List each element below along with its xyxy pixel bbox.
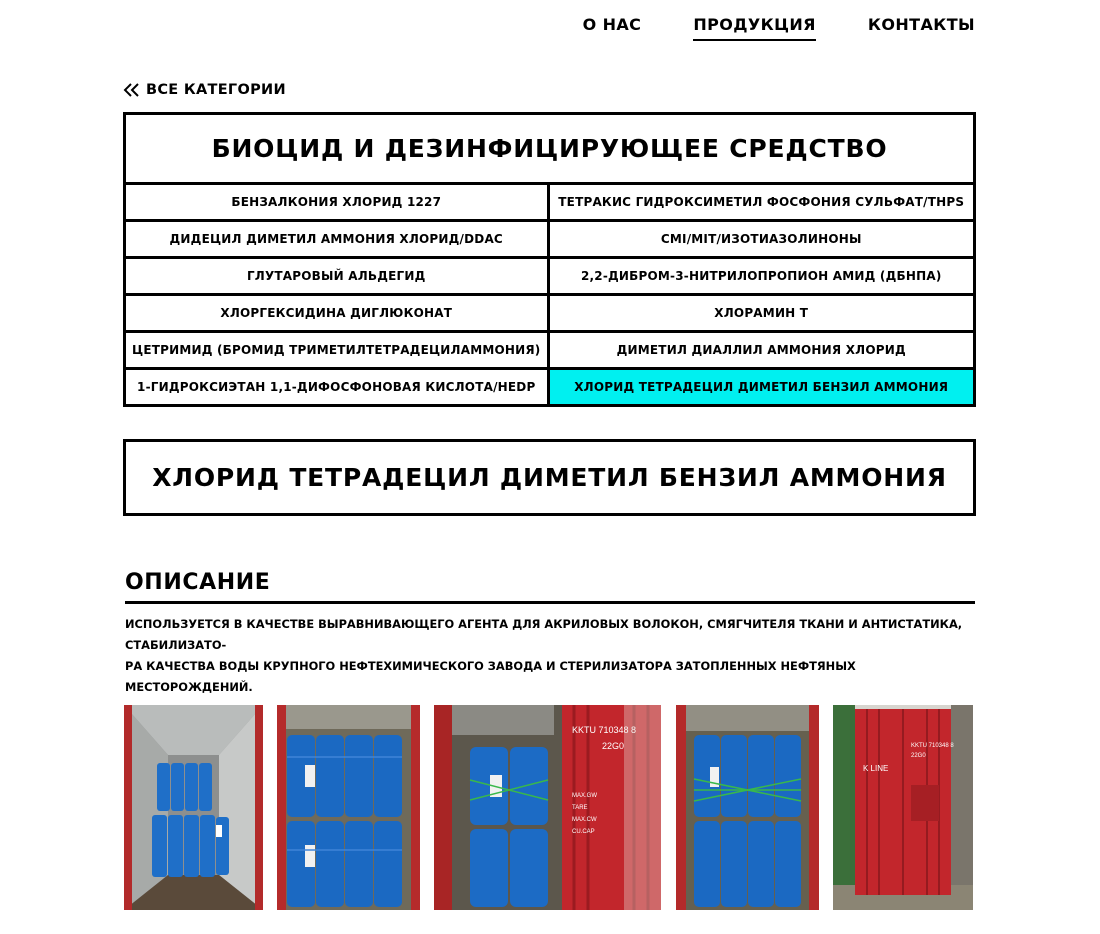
container-type-text: 22G0	[602, 741, 625, 751]
all-categories-link[interactable]	[123, 82, 286, 98]
double-chevron-left-icon	[123, 82, 141, 98]
product-photo-2[interactable]	[277, 705, 420, 910]
category-item[interactable]: 1-ГИДРОКСИЭТАН 1,1-ДИФОСФОНОВАЯ КИСЛОТА/HEDP	[126, 370, 550, 404]
description-heading: ОПИСАНИЕ	[125, 569, 975, 604]
photo-container-interior	[124, 705, 263, 910]
category-item[interactable]: ДИДЕЦИЛ ДИМЕТИЛ АММОНИЯ ХЛОРИД/DDAC	[126, 222, 550, 259]
product-photo-5[interactable]	[833, 705, 973, 910]
category-item[interactable]: ХЛОРАМИН Т	[550, 296, 974, 333]
category-grid	[126, 185, 973, 404]
photo-closed-container	[833, 705, 973, 910]
category-item[interactable]: CMI/MIT/ИЗОТИАЗОЛИНОНЫ	[550, 222, 974, 259]
photo-container-door	[434, 705, 661, 910]
container-type-text: 22G0	[911, 753, 926, 759]
description-line: ИСПОЛЬЗУЕТСЯ В КАЧЕСТВЕ ВЫРАВНИВАЮЩЕГО АГЕНТА ДЛЯ АКРИЛОВЫХ ВОЛОКОН, СМЯГЧИТЕЛЯ ТКАНИ И АНТИСТАТИКА, СТАБИЛИЗАТО-	[125, 617, 963, 652]
product-photo-3[interactable]	[434, 705, 661, 910]
category-item[interactable]: 2,2-ДИБРОМ-3-НИТРИЛОПРОПИОН АМИД (ДБНПА)	[550, 259, 974, 296]
product-photo-1[interactable]	[124, 705, 263, 910]
description-text	[125, 614, 977, 698]
container-label-text: TARE	[572, 805, 588, 811]
photo-barrels-strapped	[676, 705, 819, 910]
container-code-text: KKTU 710348 8	[911, 743, 954, 749]
all-categories-label: ВСЕ КАТЕГОРИИ	[146, 82, 286, 98]
category-item[interactable]: ГЛУТАРОВЫЙ АЛЬДЕГИД	[126, 259, 550, 296]
product-photo-4[interactable]	[676, 705, 819, 910]
category-title: БИОЦИД И ДЕЗИНФИЦИРУЮЩЕЕ СРЕДСТВО	[126, 115, 973, 185]
container-code-text: KKTU 710348 8	[572, 725, 637, 735]
product-title: ХЛОРИД ТЕТРАДЕЦИЛ ДИМЕТИЛ БЕНЗИЛ АММОНИЯ	[123, 439, 976, 516]
top-nav	[531, 14, 975, 41]
container-brand-text: K LINE	[863, 764, 889, 773]
category-item-active[interactable]: ХЛОРИД ТЕТРАДЕЦИЛ ДИМЕТИЛ БЕНЗИЛ АММОНИЯ	[550, 370, 974, 404]
category-item[interactable]: ЦЕТРИМИД (БРОМИД ТРИМЕТИЛТЕТРАДЕЦИЛАММОНИЯ)	[126, 333, 550, 370]
nav-contacts[interactable]: КОНТАКТЫ	[867, 15, 975, 34]
category-item[interactable]: ТЕТРАКИС ГИДРОКСИМЕТИЛ ФОСФОНИЯ СУЛЬФАТ/THPS	[550, 185, 974, 222]
photo-barrels-closeup	[277, 705, 420, 910]
container-label-text: MAX.GW	[572, 793, 597, 799]
container-label-text: CU.CAP	[572, 829, 595, 835]
category-item[interactable]: БЕНЗАЛКОНИЯ ХЛОРИД 1227	[126, 185, 550, 222]
category-item[interactable]: ХЛОРГЕКСИДИНА ДИГЛЮКОНАТ	[126, 296, 550, 333]
category-table	[123, 112, 976, 407]
nav-products[interactable]: ПРОДУКЦИЯ	[693, 14, 816, 41]
category-item[interactable]: ДИМЕТИЛ ДИАЛЛИЛ АММОНИЯ ХЛОРИД	[550, 333, 974, 370]
description-line: РА КАЧЕСТВА ВОДЫ КРУПНОГО НЕФТЕХИМИЧЕСКОГО ЗАВОДА И СТЕРИЛИЗАТОРА ЗАТОПЛЕННЫХ НЕФТЯНЫХ МЕСТОРОЖДЕНИЙ.	[125, 659, 856, 694]
container-label-text: MAX.CW	[572, 817, 597, 823]
nav-about[interactable]: О НАС	[582, 15, 642, 34]
